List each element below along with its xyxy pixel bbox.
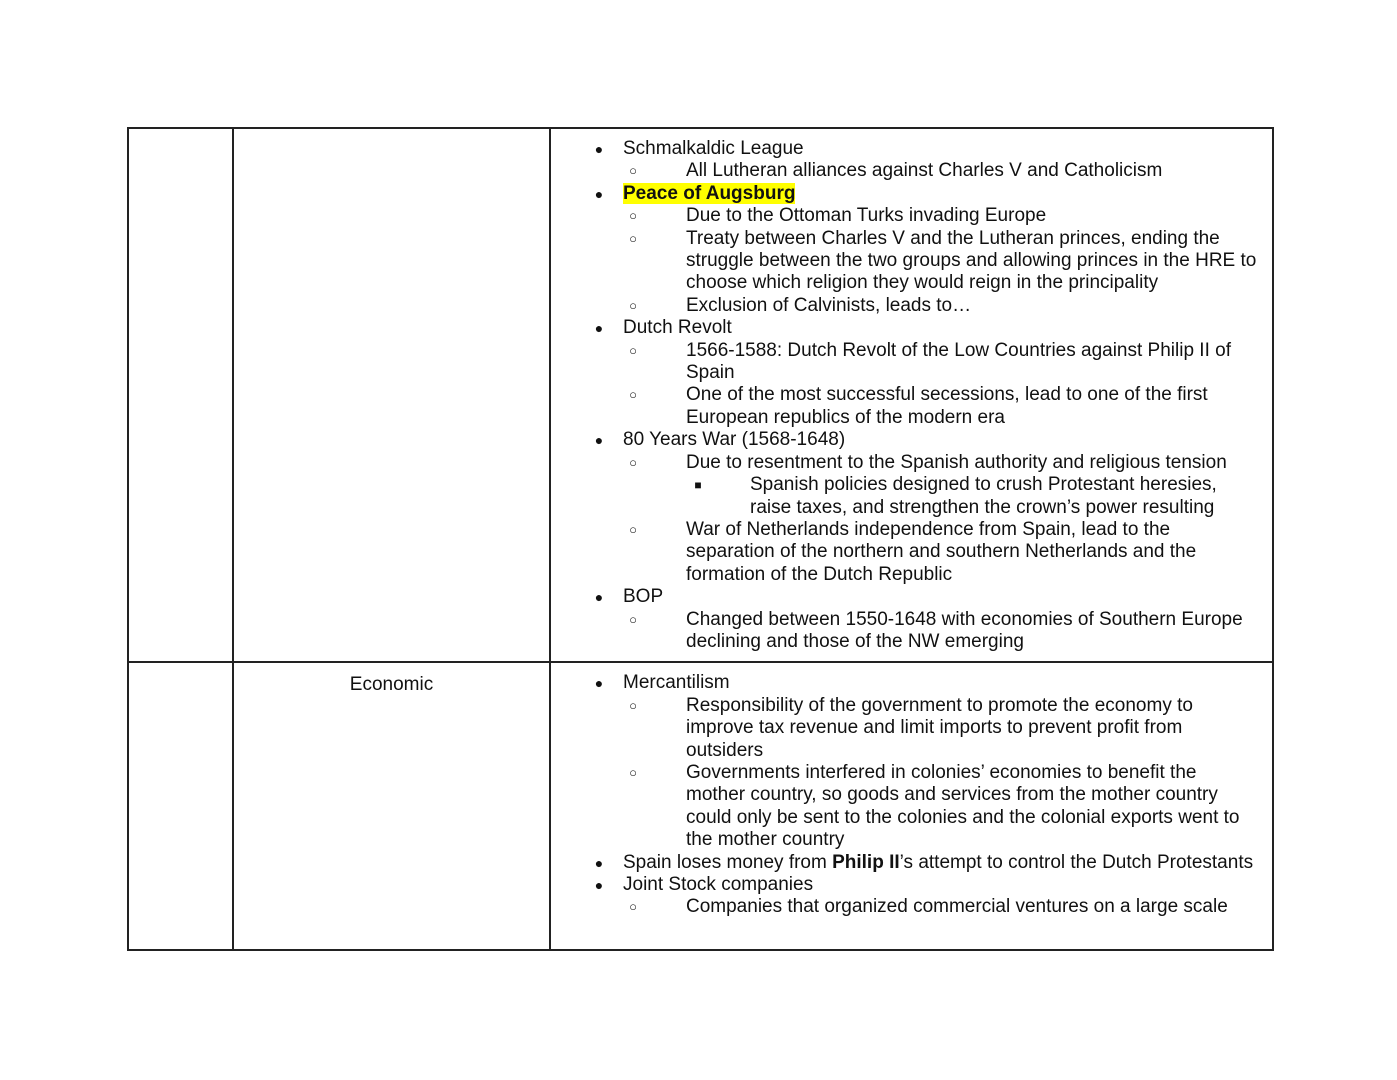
list-item xyxy=(563,138,1260,183)
sub-list xyxy=(623,205,1260,317)
item-text-after: ’s attempt to control the Dutch Protestants xyxy=(899,851,1254,873)
sub-list xyxy=(623,160,1260,182)
list-item xyxy=(563,317,1260,429)
item-text: Companies that organized commercial ventures on a large scale xyxy=(686,896,1228,918)
category-cell xyxy=(233,128,550,662)
sub-list-item xyxy=(623,695,1260,762)
table-row xyxy=(128,128,1273,662)
category-label xyxy=(234,129,549,140)
circle-bullet-icon: ○ xyxy=(629,454,637,470)
circle-bullet-icon: ○ xyxy=(629,163,637,179)
square-bullet-icon: ■ xyxy=(694,478,702,493)
circle-bullet-icon: ○ xyxy=(629,899,637,915)
sub-list-item xyxy=(623,762,1260,852)
sub-list xyxy=(623,695,1260,852)
bullet-icon: ● xyxy=(594,320,604,337)
sub-list-item xyxy=(623,228,1260,295)
sub-list-item xyxy=(623,340,1260,385)
content-cell xyxy=(550,128,1273,662)
category-label: Economic xyxy=(349,674,434,696)
item-text: Spanish policies designed to crush Protestant heresies, raise taxes, and strengthen the crown’s power resulting xyxy=(750,474,1217,518)
list-item xyxy=(563,672,1260,851)
sub-sub-list-item xyxy=(686,474,1260,519)
highlighted-item-text: Peace of Augsburg xyxy=(623,182,796,204)
bullet-icon: ● xyxy=(594,432,604,449)
item-text: Treaty between Charles V and the Lutheran princes, ending the struggle between the two groups and allowing princes in the HRE to choose which religion they would reign in the principality xyxy=(686,227,1257,294)
list-item xyxy=(563,874,1260,919)
sub-list-item xyxy=(623,384,1260,429)
bullet-icon: ● xyxy=(594,854,604,871)
item-text: All Lutheran alliances against Charles V and Catholicism xyxy=(686,160,1163,182)
empty-cell xyxy=(128,128,233,662)
content-cell xyxy=(550,662,1273,950)
bullet-icon: ● xyxy=(594,589,604,606)
circle-bullet-icon: ○ xyxy=(629,697,637,713)
list-item xyxy=(563,852,1260,874)
table-row xyxy=(128,662,1273,950)
sub-list-item xyxy=(623,452,1260,519)
bullet-icon: ● xyxy=(594,877,604,893)
notes-table xyxy=(127,127,1274,951)
bullet-list xyxy=(563,672,1260,918)
bullet-list xyxy=(563,138,1260,653)
item-text: One of the most successful secessions, lead to one of the first European republics of the modern era xyxy=(686,384,1208,428)
empty-cell xyxy=(128,662,233,950)
sub-list-item xyxy=(623,205,1260,227)
item-text: Due to resentment to the Spanish authority and religious tension xyxy=(686,451,1227,473)
list-item xyxy=(563,429,1260,586)
sub-list-item xyxy=(623,295,1260,317)
circle-bullet-icon: ○ xyxy=(629,342,637,358)
list-item xyxy=(563,183,1260,317)
sub-sub-list xyxy=(686,474,1260,519)
item-text: Dutch Revolt xyxy=(623,317,732,339)
item-text: 80 Years War (1568-1648) xyxy=(623,429,846,451)
circle-bullet-icon: ○ xyxy=(629,297,637,313)
circle-bullet-icon: ○ xyxy=(629,764,637,780)
item-text: Governments interfered in colonies’ economies to benefit the mother country, so goods and services from the mother country could only be sent to the colonies and the colonial exports went to the mother country xyxy=(686,761,1240,851)
sub-list-item xyxy=(623,519,1260,586)
item-text: BOP xyxy=(623,586,664,608)
category-cell xyxy=(233,662,550,950)
sub-list xyxy=(623,452,1260,586)
sub-list xyxy=(623,896,1260,918)
item-text: Exclusion of Calvinists, leads to… xyxy=(686,294,972,316)
circle-bullet-icon: ○ xyxy=(629,611,637,627)
item-text: Joint Stock companies xyxy=(623,874,814,895)
item-text: Mercantilism xyxy=(623,672,730,694)
item-text: War of Netherlands independence from Spain, lead to the separation of the northern and southern Netherlands and the formation of the Dutch Republic xyxy=(686,518,1197,585)
sub-list xyxy=(623,340,1260,430)
circle-bullet-icon: ○ xyxy=(629,521,637,537)
sub-list-item xyxy=(623,896,1260,918)
item-text-before: Spain loses money from xyxy=(623,851,833,873)
list-item xyxy=(563,586,1260,653)
sub-list-item xyxy=(623,160,1260,182)
bullet-icon: ● xyxy=(594,141,604,157)
bullet-icon: ● xyxy=(594,675,604,692)
circle-bullet-icon: ○ xyxy=(629,387,637,403)
sub-list xyxy=(623,609,1260,654)
bullet-icon: ● xyxy=(594,185,604,202)
item-text: Due to the Ottoman Turks invading Europe xyxy=(686,205,1047,227)
circle-bullet-icon: ○ xyxy=(629,208,637,224)
item-text: Changed between 1550-1648 with economies of Southern Europe declining and those of the NW emerging xyxy=(686,608,1243,652)
circle-bullet-icon: ○ xyxy=(629,230,637,246)
item-text: Schmalkaldic League xyxy=(623,138,804,159)
item-text: Responsibility of the government to promote the economy to improve tax revenue and limit imports to prevent profit from outsiders xyxy=(686,694,1193,761)
item-text: 1566-1588: Dutch Revolt of the Low Countries against Philip II of Spain xyxy=(686,339,1231,384)
sub-list-item xyxy=(623,609,1260,654)
bold-name: Philip II xyxy=(832,851,900,873)
